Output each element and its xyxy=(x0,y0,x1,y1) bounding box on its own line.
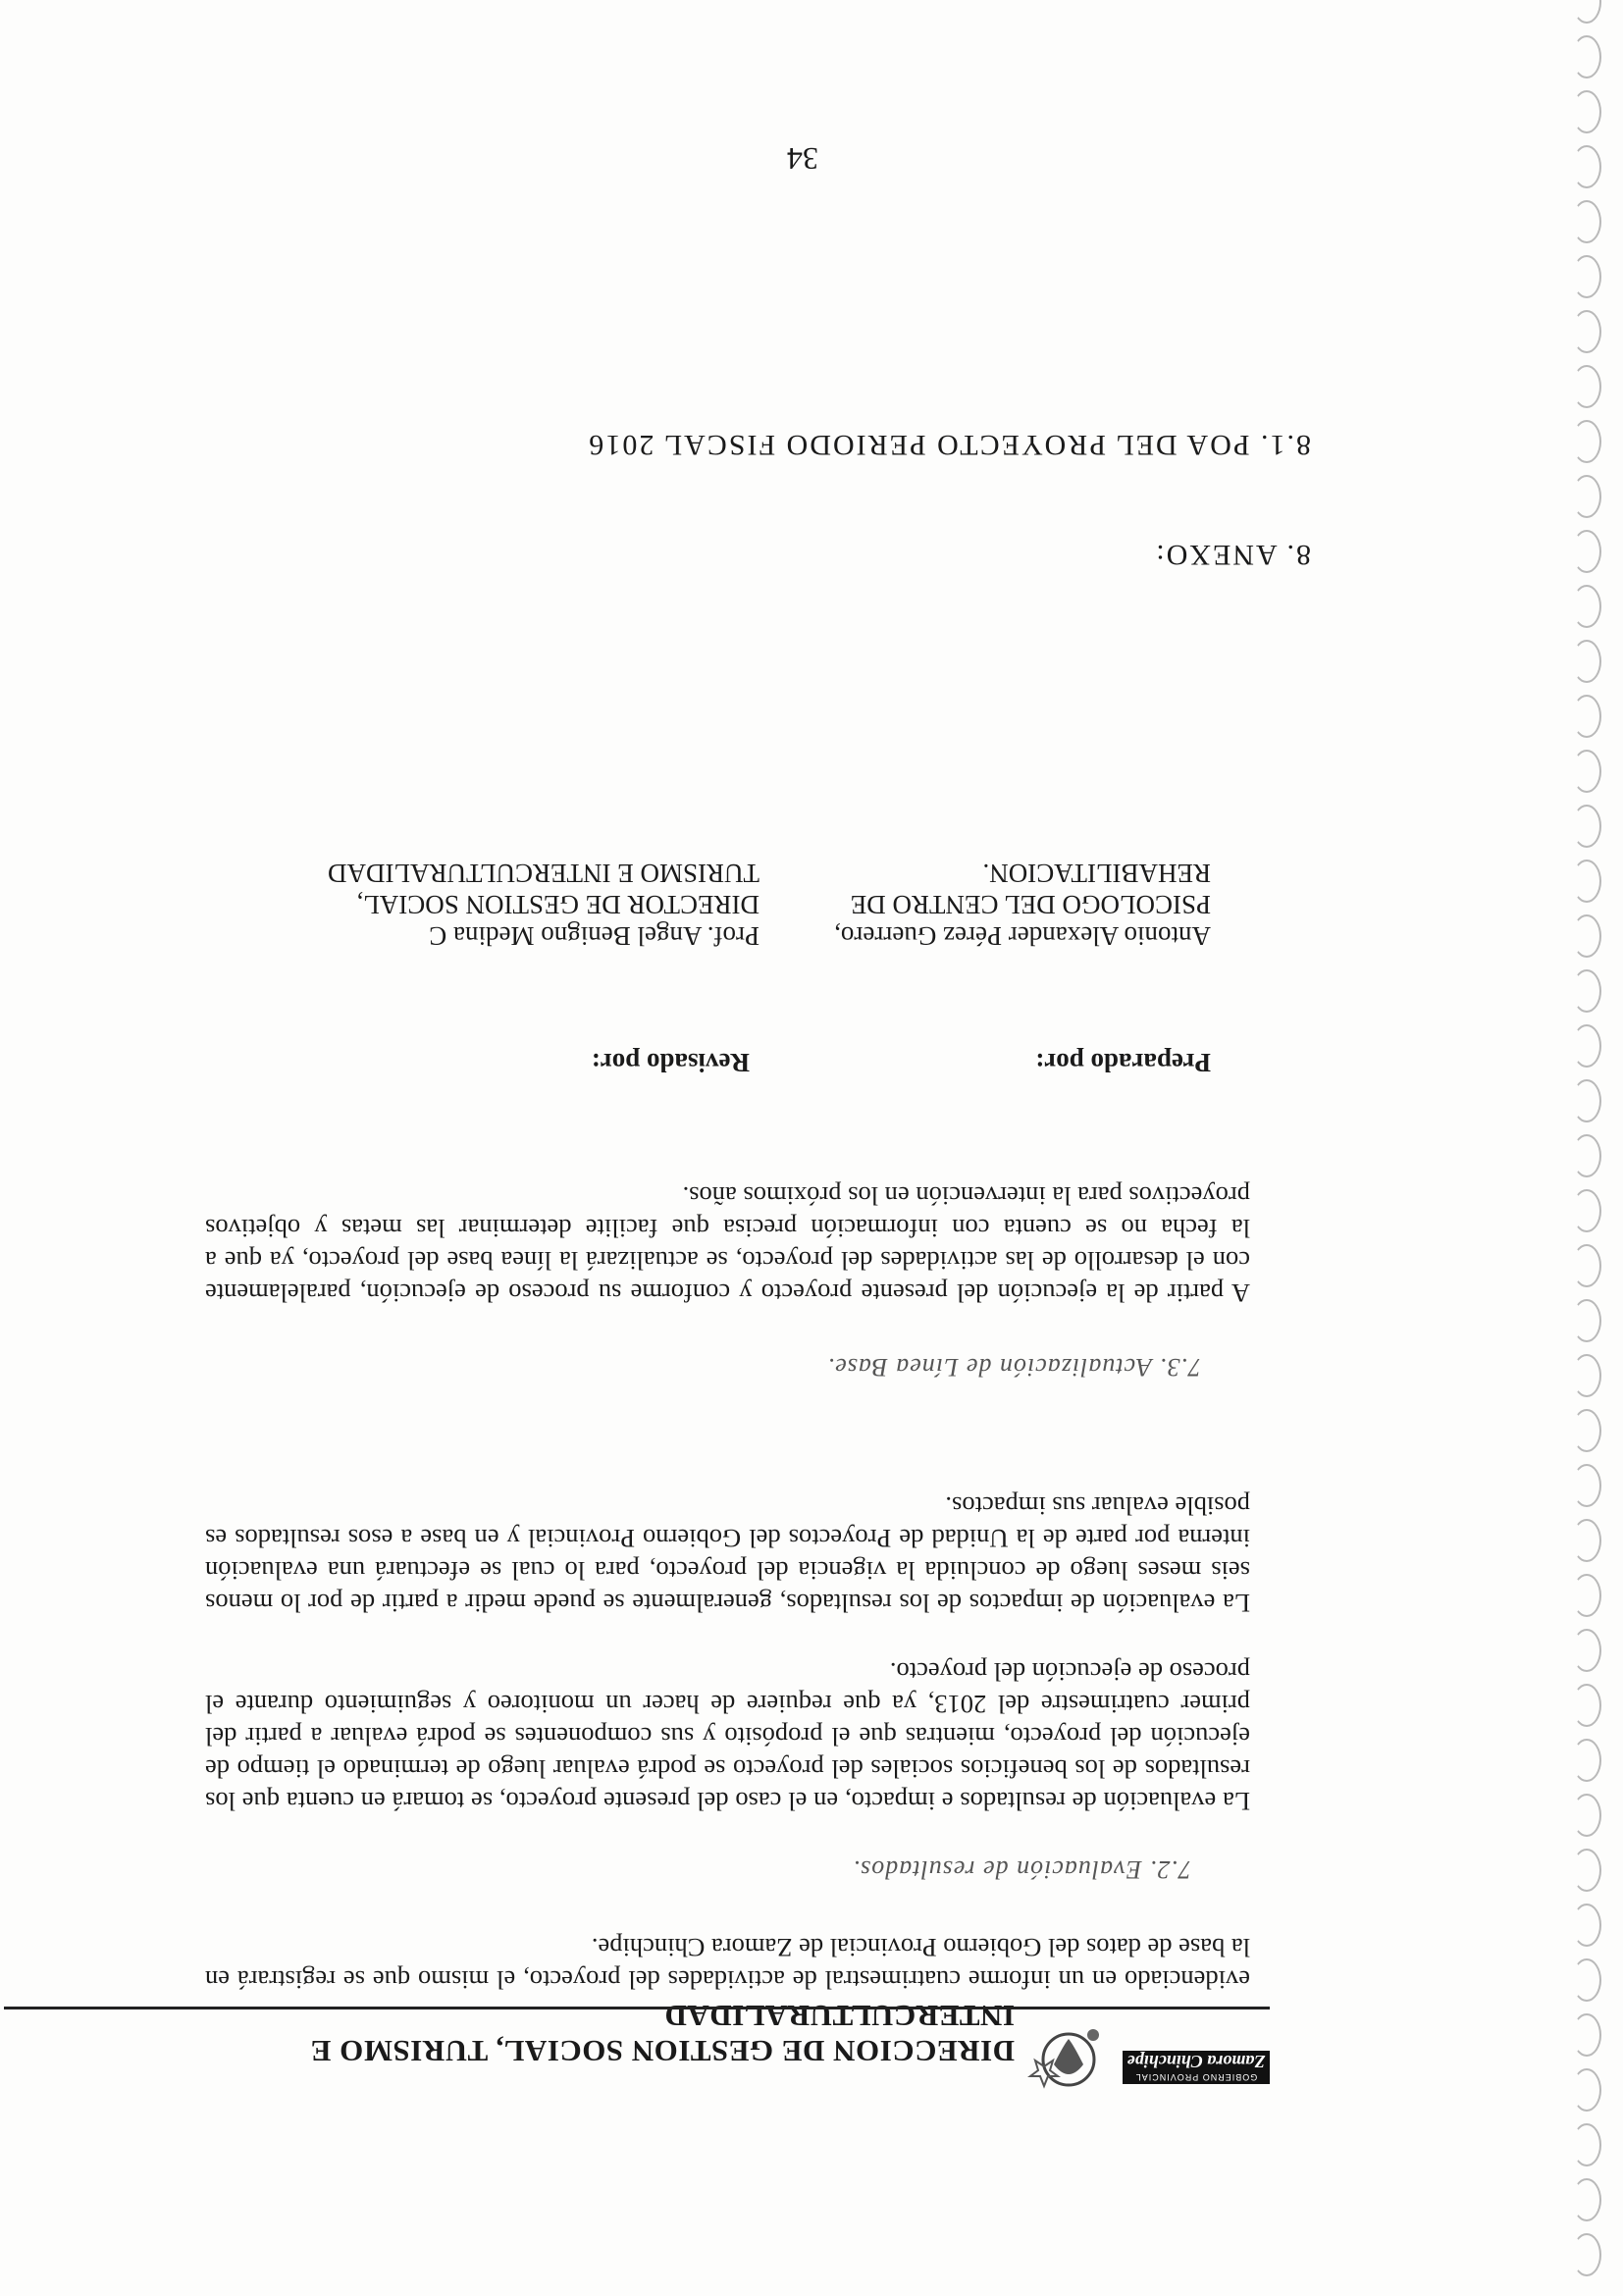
heading-7-2: 7.2. Evaluación de resultados. xyxy=(852,1855,1191,1884)
binding-hole xyxy=(1572,695,1601,738)
gobierno-provincial-logo xyxy=(1123,2015,1270,2104)
binding-hole xyxy=(1572,1079,1601,1122)
binding-holes xyxy=(1554,0,1623,2296)
binding-hole xyxy=(1572,1299,1601,1342)
binding-hole xyxy=(1572,1684,1601,1727)
binding-hole xyxy=(1572,2013,1601,2057)
binding-hole xyxy=(1572,969,1601,1013)
reviewed-by-role-line2: TURISMO E INTERCULTURALIDAD xyxy=(328,859,759,888)
coat-of-arms-icon xyxy=(1024,2015,1113,2104)
binding-hole xyxy=(1572,1849,1601,1892)
binding-hole xyxy=(1572,35,1601,78)
binding-hole xyxy=(1572,145,1601,188)
paragraph-evaluacion-impactos: La evaluación de impactos de los resultados, generalmente se puede medir a partir de por lo menos seis meses luego de concluida la vigencia del proyecto, para lo cual se efectuará una evaluación interna por parte de la Unidad de Proyectos del Gobierno Provincial y en base a esos resultados es posible evaluar sus impactos. xyxy=(205,1491,1250,1618)
binding-hole xyxy=(1572,200,1601,243)
binding-hole xyxy=(1572,365,1601,408)
binding-hole xyxy=(1572,0,1601,24)
binding-hole xyxy=(1572,1519,1601,1562)
binding-hole xyxy=(1572,1189,1601,1232)
binding-hole xyxy=(1572,2123,1601,2166)
page-number: 34 xyxy=(787,141,818,177)
binding-hole xyxy=(1572,1739,1601,1782)
binding-hole xyxy=(1572,750,1601,793)
binding-hole xyxy=(1572,585,1601,628)
paragraph-evaluacion-resultados: La evaluación de resultados e impacto, en el caso del presente proyecto, se tomará en cuenta que los resultados de los beneficios sociales del proyecto se podrá evaluar luego de terminado el tiempo de ejecución del proyecto, mientras que el propósito y sus componentes se podrá evaluar a partir del primer cuatrimestre del 2013, ya que requiere de hacer un monitoreo y seguimiento durante el proceso de ejecución del proyecto. xyxy=(205,1657,1250,1816)
binding-hole xyxy=(1572,2178,1601,2221)
prepared-by-label: Preparado por: xyxy=(1035,1048,1211,1077)
binding-hole xyxy=(1572,1958,1601,2002)
logo-badge xyxy=(1123,2051,1270,2084)
binding-hole xyxy=(1572,1794,1601,1837)
binding-hole xyxy=(1572,640,1601,683)
binding-hole xyxy=(1572,1904,1601,1947)
organization-title: DIRECCION DE GESTION SOCIAL, TURISMO E INTERCULTURALIDAD xyxy=(310,1999,1015,2068)
heading-7-3: 7.3. Actualización de Línea Base. xyxy=(826,1353,1201,1382)
annex-item-poa: 8.1. POA DEL PROYECTO PERIODO FISCAL 2016 xyxy=(587,429,1311,461)
binding-hole xyxy=(1572,475,1601,518)
reviewed-by-label: Revisado por: xyxy=(591,1048,750,1077)
binding-hole xyxy=(1572,90,1601,133)
binding-hole xyxy=(1572,2233,1601,2276)
binding-hole xyxy=(1572,860,1601,903)
paragraph-actualizacion-linea-base: A partir de la ejecución del presente proyecto y conforme su proceso de ejecución, paralelamente con el desarrollo de las actividades del proyecto, se actualizará la línea base del proyecto, ya que a la fecha no se cuenta con información precisa que facilite determinar las metas y objetivos proyectivos para la intervención en los próximos años. xyxy=(205,1181,1250,1308)
binding-hole xyxy=(1572,2068,1601,2112)
binding-hole xyxy=(1572,914,1601,958)
binding-hole xyxy=(1572,530,1601,573)
binding-hole xyxy=(1572,1134,1601,1177)
paragraph-evidenciado: evidenciado en un informe cuatrimestral de actividades del proyecto, el mismo que se registrará en la base de datos del Gobierno Provincial de Zamora Chinchipe. xyxy=(205,1933,1250,1995)
annex-title: 8. ANEXO: xyxy=(1154,539,1311,571)
logo-line2: Zamora Chinchipe xyxy=(1126,2052,1266,2071)
binding-hole xyxy=(1572,1024,1601,1068)
binding-hole xyxy=(1572,420,1601,463)
binding-hole xyxy=(1572,805,1601,848)
binding-hole xyxy=(1572,1629,1601,1672)
header-rule xyxy=(4,2007,1270,2009)
binding-hole xyxy=(1572,1354,1601,1397)
prepared-by-role-line1: PSICOLOGO DEL CENTRO DE xyxy=(850,890,1211,919)
prepared-by-name: Antonio Alexander Pérez Guerrero, xyxy=(834,921,1211,951)
prepared-by-role-line2: REHABILITACION. xyxy=(982,859,1211,888)
binding-hole xyxy=(1572,1409,1601,1452)
reviewed-by-name: Prof. Angel Benigno Medina C xyxy=(429,921,759,951)
binding-hole xyxy=(1572,1244,1601,1287)
binding-hole xyxy=(1572,310,1601,353)
binding-hole xyxy=(1572,1574,1601,1617)
binding-hole xyxy=(1572,1464,1601,1507)
reviewed-by-role-line1: DIRECTOR DE GESTION SOCIAL, xyxy=(356,890,759,919)
binding-hole xyxy=(1572,255,1601,298)
logo-line1: GOBIERNO PROVINCIAL xyxy=(1134,2072,1258,2082)
